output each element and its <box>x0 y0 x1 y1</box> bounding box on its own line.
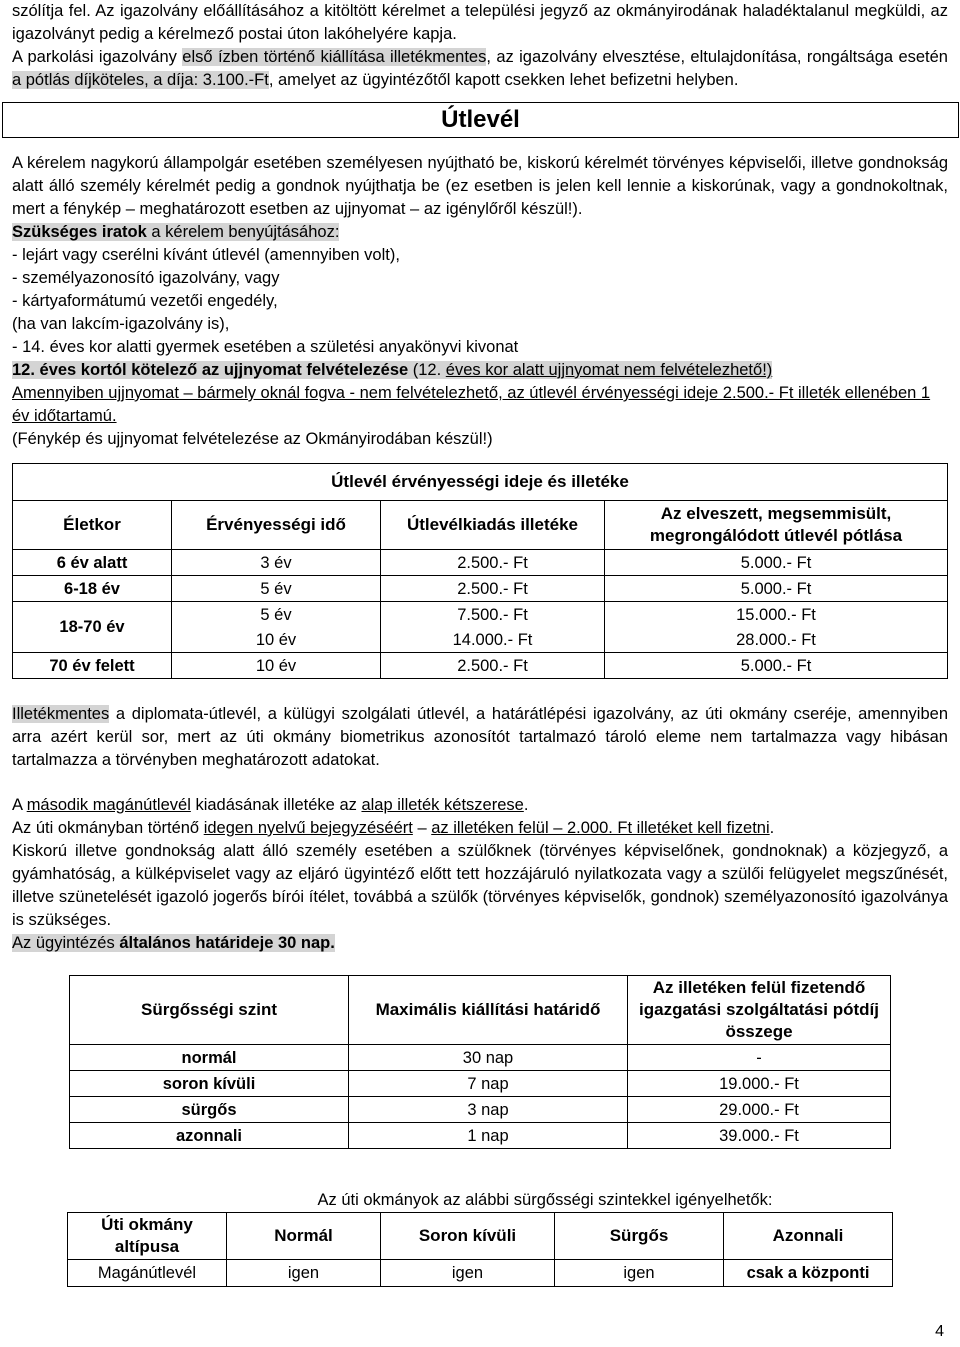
table-caption: Az úti okmányok az alábbi sürgősségi szintekkel igényelhetők: <box>317 1191 773 1209</box>
doc-item: - kártyaformátumú vezetői engedély, <box>12 292 278 310</box>
highlight-text: a kérelem benyújtásához: <box>146 223 340 241</box>
fingerprint-note <box>12 359 948 382</box>
text-run: , az igazolvány elvesztése, eltulajdonítása, rongáltsága esetén <box>486 48 948 66</box>
table-cell: normál <box>70 1045 349 1071</box>
table-cell: 14.000.- Ft <box>381 627 605 653</box>
table-cell: 7 nap <box>349 1071 628 1097</box>
doc-item: - 14. éves kor alatti gyermek esetében a születési anyakönyvi kivonat <box>12 338 519 356</box>
text-run: A parkolási igazolvány <box>12 48 183 66</box>
table-cell: 3 év <box>172 550 381 576</box>
table-cell: 5 év <box>172 602 381 628</box>
table-row <box>13 653 948 679</box>
table-header: Normál <box>227 1213 381 1260</box>
table-cell: 30 nap <box>349 1045 628 1071</box>
table-cell: igen <box>227 1260 381 1287</box>
table-row <box>13 550 948 576</box>
table-cell: 28.000.- Ft <box>605 627 948 653</box>
table-header: Életkor <box>13 501 172 550</box>
highlight-text: (12. <box>408 361 446 379</box>
text-run: . <box>523 796 529 814</box>
table-row <box>70 1123 891 1149</box>
table-cell: igen <box>381 1260 555 1287</box>
table-caption: Útlevél érvényességi ideje és illetéke <box>13 464 948 501</box>
passport-intro-paragraph: A kérelem nagykorú állampolgár esetében személyesen nyújtható be, kiskorú kérelmét törvényes képviselői, illetve gondnokság alatt álló személy kérelmét pedig a gondnok nyújthatja be (ez esetben is jelen kell lennie a kiskorúnak, vagy a gondnokoltnak, mert a fénykép – meghatározott esetben az ujjnyomat – az igénylőről készül!). <box>12 154 948 218</box>
highlight-text: Szükséges iratok <box>12 223 147 241</box>
table-cell: 6-18 év <box>13 576 172 602</box>
table-row <box>68 1260 893 1287</box>
foreign-entry-note <box>12 817 948 840</box>
exempt-paragraph <box>12 703 948 772</box>
table-header: Soron kívüli <box>381 1213 555 1260</box>
highlight-text: 12. éves kortól kötelező az ujjnyomat felvételezése <box>12 361 409 379</box>
table-cell: sürgős <box>70 1097 349 1123</box>
table-row <box>70 1045 891 1071</box>
validity-fee-table <box>12 463 948 679</box>
text-run: – <box>412 819 432 837</box>
deadline-note <box>12 932 948 955</box>
table-cell: 39.000.- Ft <box>628 1123 891 1149</box>
page-number: 4 <box>935 1323 944 1340</box>
table-cell: 3 nap <box>349 1097 628 1123</box>
underlined-text: második magánútlevél <box>26 796 191 814</box>
underlined-text: idegen nyelvű bejegyzéséért <box>203 819 413 837</box>
table-row <box>70 1071 891 1097</box>
table-cell: 6 év alatt <box>13 550 172 576</box>
table-cell: 18-70 év <box>13 602 172 653</box>
urgency-fee-table <box>69 975 891 1149</box>
table-cell: - <box>628 1045 891 1071</box>
doc-item: (ha van lakcím-igazolvány is), <box>12 315 230 333</box>
table-cell: azonnali <box>70 1123 349 1149</box>
table-cell: 2.500.- Ft <box>381 550 605 576</box>
intro-paragraph-2 <box>12 46 948 92</box>
text-run: . <box>769 819 775 837</box>
highlight-text: a pótlás díjköteles, a díja: 3.100.-Ft <box>12 71 269 89</box>
table-cell: Magánútlevél <box>68 1260 227 1287</box>
table-cell: 5 év <box>172 576 381 602</box>
highlight-text: Az ügyintézés <box>12 934 120 952</box>
underlined-text: éves kor alatt ujjnyomat nem felvételezhető!) <box>445 361 773 379</box>
table-row <box>13 576 948 602</box>
table-cell: 10 év <box>172 627 381 653</box>
required-docs-heading <box>12 221 948 244</box>
table-cell: 5.000.- Ft <box>605 576 948 602</box>
table-cell: 1 nap <box>349 1123 628 1149</box>
urgency-availability-section <box>67 1189 893 1287</box>
table-header: Sürgősségi szint <box>70 976 349 1045</box>
text-run: A <box>12 796 27 814</box>
doc-item: - személyazonosító igazolvány, vagy <box>12 269 280 287</box>
minor-consent-paragraph: Kiskorú illetve gondnokság alatt álló személy esetében a szülőknek (törvényes képviselőnek, gondnoknak) a közjegyző, a gyámhatóság, a külképviselet vagy az eljáró ügyintéző előtt tett hozzájáruló nyilatkozata vagy a szülői felügyelet megszűnését, illetve szünetelését igazoló jogerős bírói ítélet, továbbá a szülők (törvényes képviselők, gondnok) személyazonosító igazolványa is szükséges. <box>12 842 948 929</box>
table-cell: 15.000.- Ft <box>605 602 948 628</box>
table-cell: 2.500.- Ft <box>381 576 605 602</box>
table-cell: 19.000.- Ft <box>628 1071 891 1097</box>
table-cell: igen <box>555 1260 724 1287</box>
intro-paragraph-1: szólítja fel. Az igazolvány előállításához a kitöltött kérelmet a települési jegyző az okmányirodának haladéktalanul megküldi, az igazolványt pedig a kérelmező postai úton lakóhelyére kapja. <box>12 2 948 43</box>
photo-note: (Fénykép és ujjnyomat felvételezése az Okmányirodában készül!) <box>12 430 493 448</box>
underlined-text: alap illeték kétszerese <box>361 796 524 814</box>
text-run: Az úti okmányban történő <box>12 819 204 837</box>
table-row <box>13 602 948 628</box>
table-header: Érvényességi idő <box>172 501 381 550</box>
table-cell: 10 év <box>172 653 381 679</box>
table-cell: 7.500.- Ft <box>381 602 605 628</box>
table-cell: soron kívüli <box>70 1071 349 1097</box>
second-passport-note <box>12 794 948 817</box>
table-header: Maximális kiállítási határidő <box>349 976 628 1045</box>
fingerprint-exception: Amennyiben ujjnyomat – bármely oknál fogva - nem felvételezhető, az útlevél érvényességi ideje 2.500.- Ft illeték ellenében 1 év időtartamú. <box>12 384 931 425</box>
table-header: Azonnali <box>724 1213 893 1260</box>
text-run: , amelyet az ügyintézőtől kapott csekken lehet befizetni helyben. <box>268 71 739 89</box>
table-header: Sürgős <box>555 1213 724 1260</box>
highlight-text: első ízben történő kiállítása illetékmentes <box>182 48 487 66</box>
table-cell: 29.000.- Ft <box>628 1097 891 1123</box>
table-cell: 5.000.- Ft <box>605 550 948 576</box>
table-cell: csak a központi <box>724 1260 893 1287</box>
table-cell: 5.000.- Ft <box>605 653 948 679</box>
table-header: Úti okmány altípusa <box>68 1213 227 1260</box>
table-header: Az illetéken felül fizetendő igazgatási szolgáltatási pótdíj összege <box>628 976 891 1045</box>
urgency-availability-table <box>67 1212 893 1287</box>
highlight-text: általános határideje 30 nap. <box>119 934 335 952</box>
table-header: Az elveszett, megsemmisült, megrongálódott útlevél pótlása <box>605 501 948 550</box>
table-header: Útlevélkiadás illetéke <box>381 501 605 550</box>
table-row <box>70 1097 891 1123</box>
text-run: kiadásának illetéke az <box>190 796 362 814</box>
underlined-text: az illetéken felül – 2.000. Ft illetéket kell fizetni <box>431 819 770 837</box>
doc-item: - lejárt vagy cserélni kívánt útlevél (amennyiben volt), <box>12 246 400 264</box>
section-title: Útlevél <box>2 102 959 138</box>
highlight-text: Illetékmentes <box>12 705 110 723</box>
table-cell: 2.500.- Ft <box>381 653 605 679</box>
document-page <box>12 0 948 1287</box>
text-run: a diplomata-útlevél, a külügyi szolgálati útlevél, a határátlépési igazolvány, az úti okmány cseréje, amennyiben arra azért kerül sor, mert az úti okmány biometrikus azonosítót tartalmazó tároló eleme nem tartalmazza vagy hibásan tartalmazza a törvényben meghatározott adatokat. <box>12 705 948 769</box>
table-cell: 70 év felett <box>13 653 172 679</box>
